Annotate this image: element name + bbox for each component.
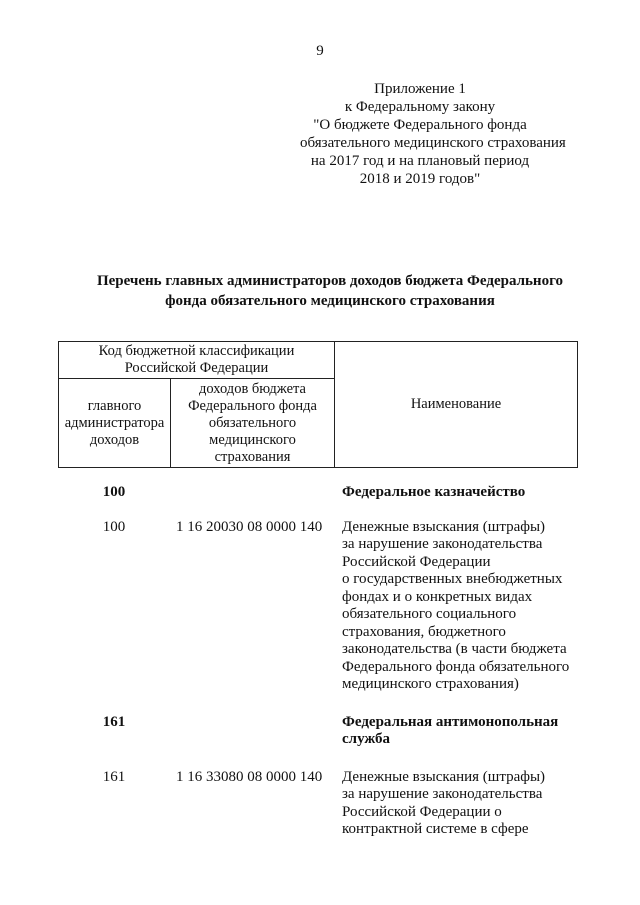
table-row bbox=[58, 714, 578, 749]
table-row bbox=[58, 519, 578, 694]
classification-header-table bbox=[58, 341, 578, 468]
document-title bbox=[60, 271, 600, 311]
income-code bbox=[170, 484, 338, 502]
name-column-header: Наименование bbox=[335, 342, 578, 468]
appendix-block bbox=[300, 80, 566, 188]
appendix-line: "О бюджете Федерального фонда bbox=[313, 117, 527, 133]
table-row bbox=[58, 769, 578, 839]
appendix-line: 2018 и 2019 годов" bbox=[359, 171, 481, 187]
income-code: 1 16 20030 08 0000 140 bbox=[176, 518, 323, 535]
income-code: 1 16 33080 08 0000 140 bbox=[176, 768, 323, 785]
row-name: Денежные взыскания (штрафы) за нарушение законодательства Российской Федерации о государственных внебюджетных фондах и о конкретных видах обязательного социального страхования, бюджетного законодательства (в части бюджета Федерального фонда обязательного медицинского страхования) bbox=[342, 518, 570, 692]
admin-code-header: главного администратора доходов bbox=[59, 379, 171, 468]
admin-code: 161 bbox=[102, 713, 126, 730]
appendix-line: обязательного медицинского страхования bbox=[300, 135, 566, 151]
page-number: 9 bbox=[316, 43, 324, 59]
admin-code: 161 bbox=[102, 768, 126, 785]
classification-code-header: Код бюджетной классификации Российской Федерации bbox=[59, 342, 335, 379]
income-code bbox=[170, 714, 338, 749]
appendix-line: на 2017 год и на плановый период bbox=[310, 153, 530, 169]
document-title-line: Перечень главных администраторов доходов бюджета Федерального bbox=[96, 273, 564, 289]
document-title-line: фонда обязательного медицинского страхования bbox=[165, 293, 495, 309]
admin-code: 100 bbox=[102, 518, 126, 535]
income-code-header: доходов бюджета Федерального фонда обязательного медицинского страхования bbox=[171, 379, 335, 468]
table-row bbox=[58, 484, 578, 502]
appendix-line: Приложение 1 bbox=[374, 81, 466, 97]
admin-code: 100 bbox=[102, 484, 126, 500]
row-name: Федеральная антимонопольная служба bbox=[342, 713, 559, 747]
row-name: Денежные взыскания (штрафы) за нарушение законодательства Российской Федерации о контрактной системе в сфере bbox=[342, 768, 546, 837]
appendix-line: к Федеральному закону bbox=[344, 99, 496, 115]
administrator-rows bbox=[58, 484, 578, 839]
row-name: Федеральное казначейство bbox=[342, 484, 526, 500]
